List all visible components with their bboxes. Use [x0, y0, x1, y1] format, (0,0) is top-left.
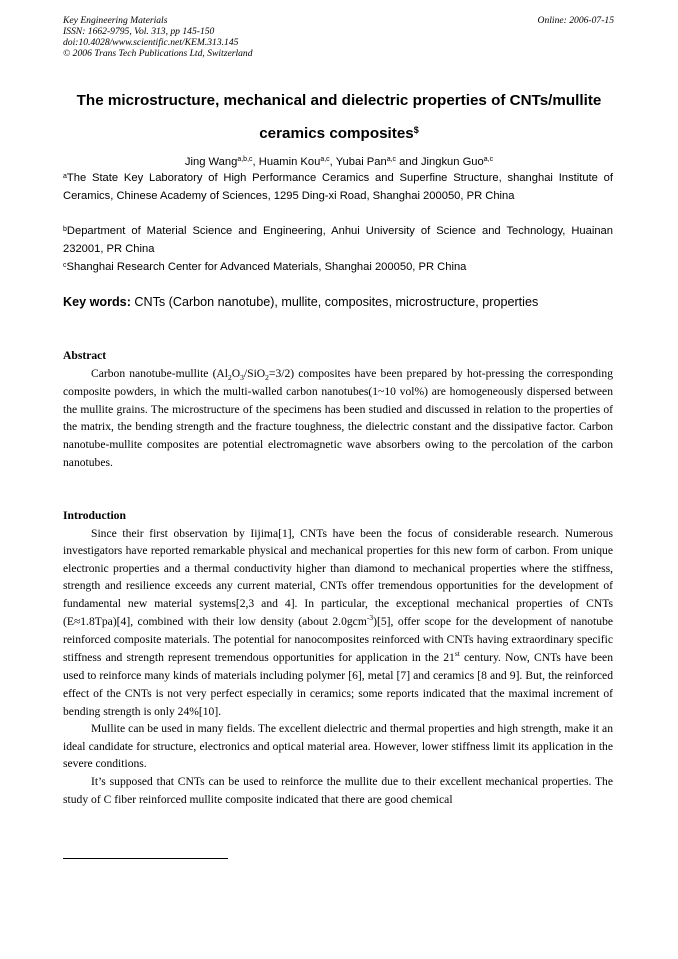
affiliation-text: Shanghai Research Center for Advanced Materials, Shanghai 200050, PR China — [66, 261, 467, 273]
author-separator: and — [396, 156, 421, 168]
paper-title-line-1: The microstructure, mechanical and dielectric properties of CNTs/mullite — [76, 92, 602, 109]
keywords-label: Key words: — [63, 295, 131, 309]
abstract-section — [63, 347, 613, 471]
affiliation-a — [63, 170, 613, 205]
keywords — [63, 294, 623, 311]
paper-title-text: ceramics composites — [259, 125, 414, 142]
abstract-heading: Abstract — [63, 349, 107, 362]
abstract-text: O — [231, 366, 241, 380]
paper-title-line-2 — [30, 125, 648, 143]
author-separator: , — [329, 156, 336, 168]
abstract-paragraph — [63, 365, 613, 472]
author-affiliation-mark: a,c — [320, 156, 330, 163]
superscript: -3 — [366, 612, 374, 622]
copyright-line: © 2006 Trans Tech Publications Ltd, Switzerland — [63, 48, 253, 59]
journal-name: Key Engineering Materials — [63, 15, 168, 26]
affiliation-b — [63, 223, 613, 258]
issn-line: ISSN: 1662-9795, Vol. 313, pp 145-150 — [63, 26, 215, 37]
abstract-text: /SiO — [243, 366, 266, 380]
introduction-paragraph-3: It’s supposed that CNTs can be used to reinforce the mullite due to their excellent mechanical properties. The study of C fiber reinforced mullite composite indicated that there are good chemical — [63, 774, 613, 806]
author-affiliation-mark: a,c — [386, 156, 397, 163]
subscript: 3 — [240, 372, 244, 382]
superscript: st — [454, 648, 460, 658]
affiliation-mark: a — [63, 173, 67, 180]
subscript: 2 — [228, 372, 232, 382]
affiliation-text: The State Key Laboratory of High Performance Ceramics and Superfine Structure, shanghai Institute of Ceramics, Chinese Academy of Sciences, 1295 Ding-xi Road, Shanghai 200050, PR China — [63, 172, 613, 202]
introduction-heading: Introduction — [63, 509, 126, 522]
footnote-separator — [63, 858, 228, 859]
author-name: Jing Wang — [184, 156, 238, 168]
author-name: Yubai Pan — [335, 156, 387, 168]
introduction-paragraph-2: Mullite can be used in many fields. The excellent dielectric and thermal properties and high strength, make it an ideal candidate for structure, electronics and optical material area. However, lower stiffness limit its application in the severe conditions. — [63, 722, 613, 771]
author-separator: , — [252, 156, 259, 168]
online-date: Online: 2006-07-15 — [537, 15, 614, 26]
affiliation-text: Department of Material Science and Engineering, Anhui University of Science and Technology, Huainan 232001, PR China — [63, 225, 613, 255]
affiliation-mark: b — [63, 226, 67, 233]
abstract-text: =3/2) composites have been prepared by hot-pressing the corresponding composite powders, in which the multi-walled carbon nanotubes(1~10 vol%) are homogeneously dispersed between the mullite grains. The microstructure of the specimens has been studied and discussed in relation to the properties of the matrix, the bending strength and the fracture toughness, the dielectric constant and the dissipative factor. Carbon nanotube-mullite composites are potential electromagnetic wave absorbers owing to the percolation of the carbon nanotubes. — [63, 366, 613, 469]
paragraph-text: century. Now, CNTs have been used to reinforce many kinds of materials including polymer [6], metal [7] and ceramics [8 and 9]. But, the reinforced effect of the CNTs is not very perfect especially in ceramics; some reports indicated that the maximal increment of bending strength is only 24%[10]. — [63, 650, 613, 718]
paragraph-text: )[5], offer scope for the development of nanotube reinforced composite materials. The potential for nanocomposites reinforced with CNTs having extraordinary specific stiffness and strength represent tremendous opportunities for application in the 21 — [63, 614, 614, 664]
affiliation-c — [63, 259, 613, 277]
abstract-text: Carbon nanotube-mullite (Al — [91, 366, 229, 380]
author-affiliation-mark: a,c — [483, 156, 494, 163]
author-list — [0, 155, 678, 169]
keywords-text: CNTs (Carbon nanotube), mullite, composites, microstructure, properties — [130, 295, 539, 309]
author-affiliation-mark: a,b,c — [237, 156, 253, 163]
title-footnote-mark: $ — [413, 125, 419, 135]
subscript: 2 — [265, 372, 269, 382]
introduction-section — [63, 507, 613, 808]
doi-line: doi:10.4028/www.scientific.net/KEM.313.145 — [63, 37, 239, 48]
paragraph-text: Since their first observation by Iijima[1], CNTs have been the focus of considerable research. Numerous investigators have reported remarkable physical and mechanical properties for this new form of carbon. From unique electronic properties and a thermal conductivity higher than diamond to mechanical properties where the stiffness, strength and resilience exceeds any current material, CNTs offer tremendous opportunities for the development of fundamental new material systems[2,3 and 4]. In particular, the exceptional mechanical properties of CNTs (E≈1.8Tpa)[4], combined with their low density (about 2.0gcm — [63, 526, 613, 628]
affiliation-mark: c — [63, 262, 67, 269]
introduction-paragraph-1 — [63, 525, 613, 721]
author-name: Jingkun Guo — [420, 156, 484, 168]
author-name: Huamin Kou — [258, 156, 321, 168]
journal-header — [63, 15, 253, 59]
